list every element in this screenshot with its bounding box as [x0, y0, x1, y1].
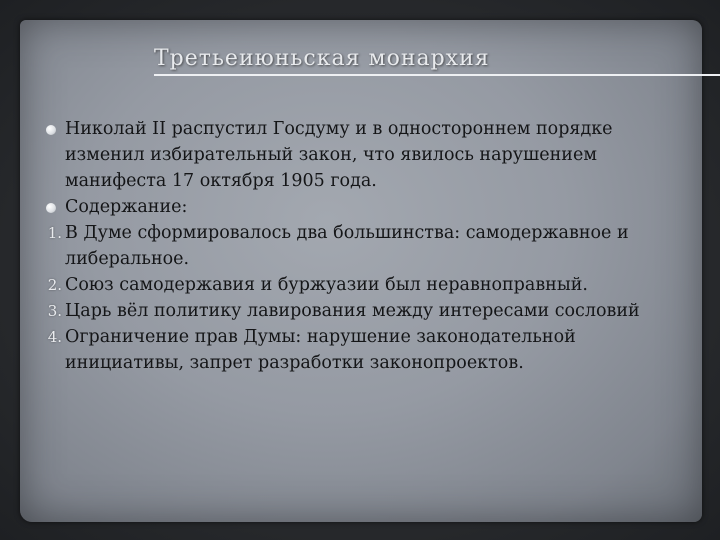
slide-content	[20, 116, 660, 376]
bullet-icon	[46, 125, 56, 135]
list-item	[20, 194, 660, 220]
list-item-text: Николай II распустил Госдуму и в одностороннем порядке изменил избирательный закон, что явилось нарушением манифеста 17 октября 1905 года.	[65, 119, 613, 191]
list-item-text: Ограничение прав Думы: нарушение законодательной инициативы, запрет разработки законопроектов.	[65, 327, 576, 373]
bullet-icon	[46, 203, 56, 213]
list-number: 1.	[47, 224, 62, 242]
list-item-text: Содержание:	[65, 197, 188, 217]
list-item-text: Царь вёл политику лавирования между интересами сословий	[65, 301, 640, 321]
list-number: 3.	[47, 302, 62, 320]
numbered-item	[20, 324, 660, 376]
slide-title: Третьеиюньская монархия	[154, 44, 720, 76]
list-item-text: Союз самодержавия и буржуазии был неравноправный.	[65, 275, 588, 295]
list-item	[20, 116, 660, 194]
numbered-item	[20, 272, 660, 298]
list-item-text: В Думе сформировалось два большинства: самодержавное и либеральное.	[65, 223, 629, 269]
numbered-item	[20, 220, 660, 272]
list-number: 2.	[47, 276, 62, 294]
list-number: 4.	[47, 328, 62, 346]
numbered-item	[20, 298, 660, 324]
